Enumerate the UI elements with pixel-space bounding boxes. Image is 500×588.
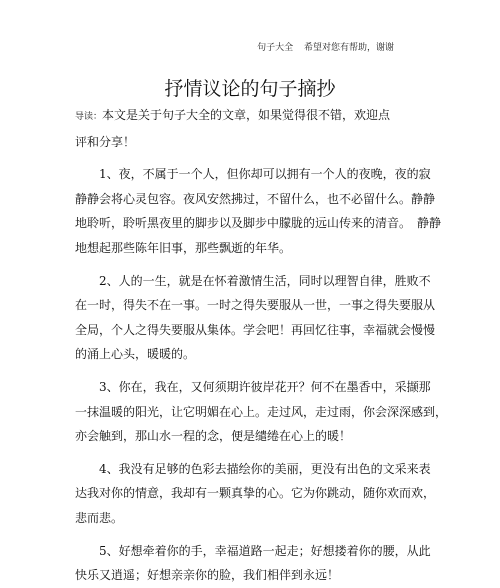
paragraph-line: 3、你在，我在，又何须期许彼岸花开？何不在墨香中，采撷那	[75, 379, 431, 394]
header-left-text: 句子大全	[257, 43, 294, 53]
paragraph-line: 亦会触到，那山水一程的念，便是缱绻在心上的暖！	[75, 429, 352, 444]
header-right-text: 希望对您有帮助，谢谢	[303, 43, 394, 53]
page-header	[249, 40, 394, 53]
paragraph-line: 地想起那些陈年旧事，那些飘逝的年华。	[75, 240, 292, 255]
intro-text-1: 本文是关于句子大全的文章，如果觉得很不错，欢迎点	[102, 108, 391, 122]
paragraph-line: 一抹温暖的阳光，让它明媚在心上。走过风，走过雨，你会深深感到，	[75, 404, 448, 419]
paragraph-line: 2、人的一生，就是在怀着激情生活，同时以理智自律，胜败不	[75, 273, 431, 288]
paragraph-5	[75, 539, 431, 588]
paragraph-line: 1、夜，不属于一个人，但你却可以拥有一个人的夜晚，夜的寂	[75, 167, 431, 182]
intro-paragraph	[75, 103, 420, 154]
paragraph-line: 地聆听，聆听黑夜里的脚步以及脚步中朦胧的远山传来的清音。 静静	[75, 216, 442, 231]
paragraph-3	[75, 375, 448, 449]
document-body	[75, 103, 448, 588]
paragraph-line: 静静会将心灵包容。夜风安然拂过，不留什么，也不必留什么。静静	[75, 191, 436, 206]
paragraph-4	[75, 457, 436, 531]
paragraph-line: 达我对你的情意，我却有一颗真挚的心。它为你跳动，随你欢而欢，	[75, 486, 436, 501]
intro-label: 导读：	[75, 112, 103, 122]
paragraph-line: 的涌上心头，暖暖的。	[75, 347, 196, 362]
paragraph-2	[75, 269, 436, 367]
paragraph-line: 5、好想牵着你的手，幸福道路一起走；好想搂着你的腰，从此	[75, 543, 431, 558]
intro-line-1	[75, 103, 420, 130]
intro-line-2: 评和分享！	[75, 134, 136, 149]
paragraph-line: 全局，个人之得失要服从集体。学会吧！再回忆往事，幸福就会慢慢	[75, 322, 436, 337]
paragraph-line: 在一时，得失不在一事。一时之得失要服从一世，一事之得失要服从	[75, 298, 436, 313]
paragraph-line: 悲而悲。	[75, 510, 124, 525]
paragraph-1	[75, 162, 442, 260]
paragraph-line: 快乐又逍遥；好想亲亲你的脸，我们相伴到永远！	[75, 568, 340, 583]
paragraph-line: 4、我没有足够的色彩去描绘你的美丽，更没有出色的文采来表	[75, 461, 431, 476]
document-title: 抒情议论的句子摘抄	[164, 78, 336, 100]
